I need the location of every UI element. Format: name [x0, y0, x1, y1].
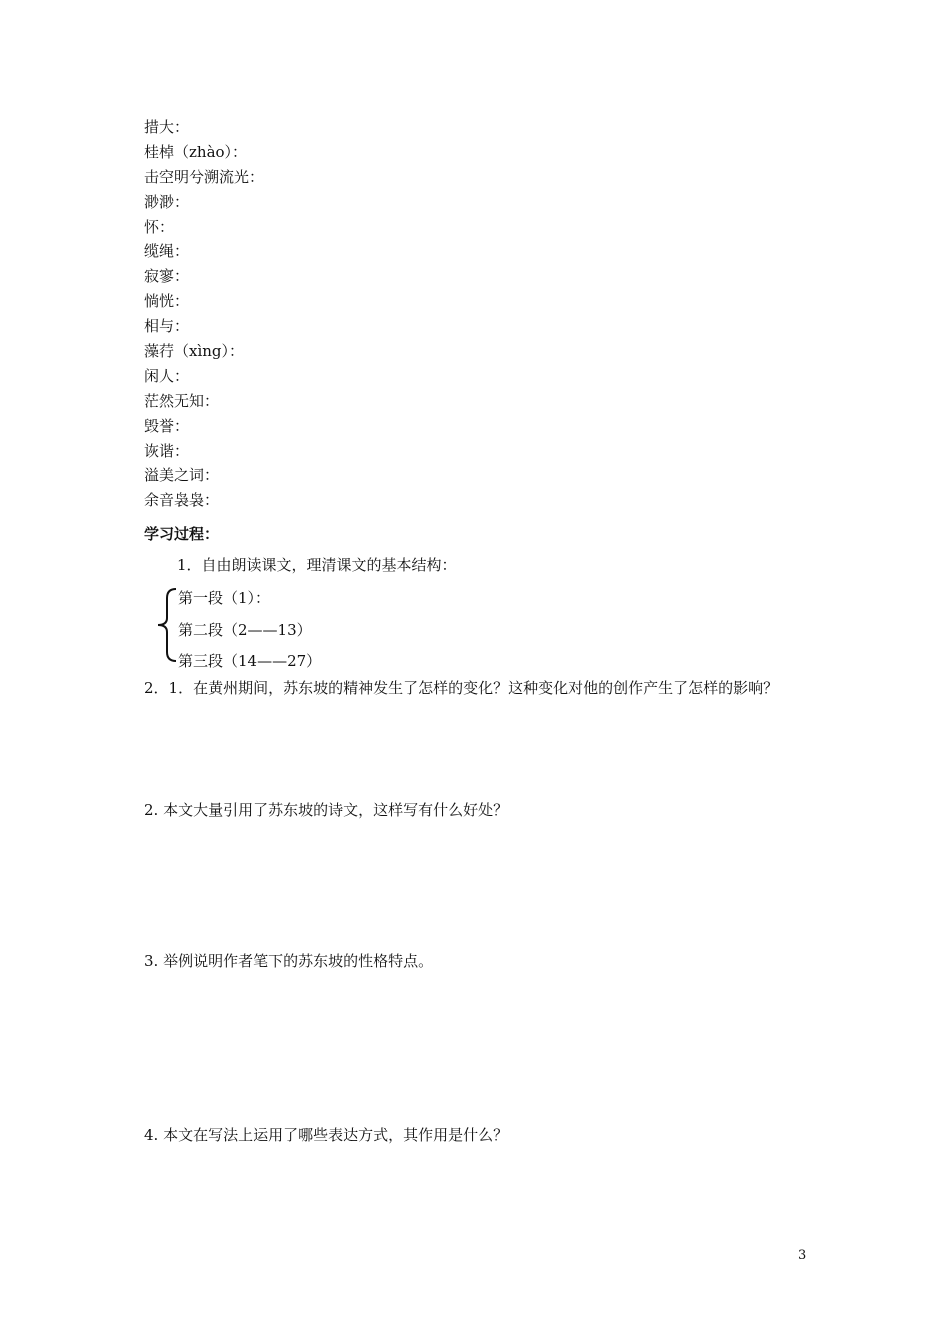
vocabulary-item: 毁誉： [144, 416, 190, 435]
structure-item: 第二段（2——13） [178, 620, 312, 639]
vocabulary-item: 相与： [144, 317, 190, 336]
vocabulary-item: 怀： [144, 217, 175, 236]
question: 4. 本文在写法上运用了哪些表达方式，其作用是什么？ [144, 1126, 509, 1144]
brace-icon [154, 587, 180, 663]
vocabulary-item: 击空明兮溯流光： [144, 167, 265, 186]
question: 2．1．在黄州期间，苏东坡的精神发生了怎样的变化？这种变化对他的创作产生了怎样的影响？ [144, 679, 779, 697]
vocabulary-item: 缆绳： [144, 242, 190, 261]
step-instruction: 1．自由朗读课文，理清课文的基本结构： [177, 556, 457, 574]
vocabulary-item: 寂寥： [144, 267, 190, 286]
vocabulary-item: 渺渺： [144, 192, 190, 211]
vocabulary-item: 茫然无知： [144, 391, 220, 410]
question: 3. 举例说明作者笔下的苏东坡的性格特点。 [144, 952, 434, 970]
structure-item: 第一段（1）： [178, 589, 271, 607]
vocabulary-item: 余音袅袅： [144, 491, 220, 510]
vocabulary-item: 闲人： [144, 366, 190, 385]
vocabulary-item: 惝恍： [144, 292, 190, 311]
vocabulary-list [144, 115, 644, 513]
question: 2. 本文大量引用了苏东坡的诗文，这样写有什么好处？ [144, 801, 509, 819]
vocabulary-item: 桂棹（zhào）： [144, 142, 248, 161]
vocabulary-item: 措大： [144, 118, 190, 136]
vocabulary-item: 溢美之词： [144, 466, 220, 485]
section-heading: 学习过程： [144, 525, 220, 543]
vocabulary-item: 藻荇（xìng）： [144, 342, 245, 361]
page-number: 3 [798, 1248, 807, 1263]
structure-list [178, 584, 321, 679]
structure-item: 第三段（14——27） [178, 652, 322, 670]
vocabulary-item: 诙谐： [144, 441, 190, 460]
